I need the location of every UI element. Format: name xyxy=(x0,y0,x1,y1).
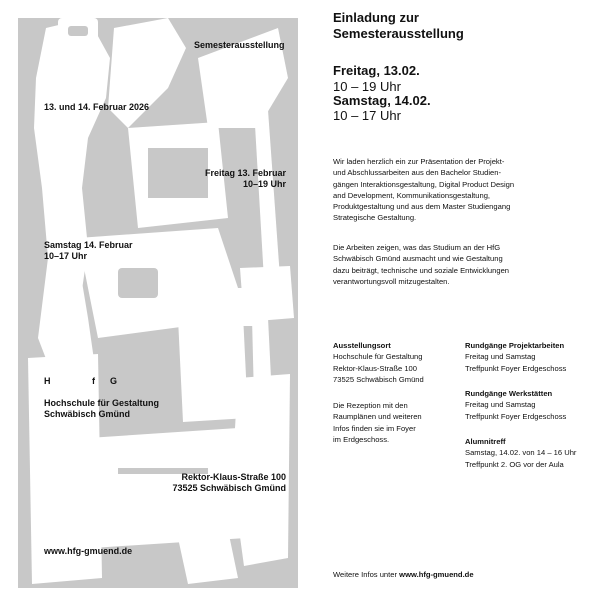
friday-time: 10 – 19 Uhr xyxy=(333,79,401,94)
second-line: Die Arbeiten zeigen, was das Studium an der HfG xyxy=(333,243,501,252)
address-line1: Rektor-Klaus-Straße 100 xyxy=(181,472,286,482)
venue-heading: Ausstellungsort xyxy=(333,341,391,350)
title-line2: Semesterausstellung xyxy=(333,26,464,41)
intro-line: Produktgestaltung und aus dem Master Studiengang xyxy=(333,202,511,212)
reception-line: Raumplänen und weiteren xyxy=(333,412,422,422)
intro-line: and Development, Kommunikationsgestaltung, xyxy=(333,190,491,200)
bottom-clip-shape xyxy=(178,530,238,584)
website-link[interactable]: www.hfg-gmuend.de xyxy=(44,546,133,556)
tours-workshops-line: Freitag und Samstag xyxy=(465,400,536,410)
reception-line: im Erdgeschoss. xyxy=(333,434,390,444)
school-name-line2: Schwäbisch Gmünd xyxy=(44,409,131,419)
tours-workshops-heading: Rundgänge Werkstätten xyxy=(465,389,553,398)
intro-line: gängen Interaktionsgestaltung, Digital Product Design xyxy=(333,179,515,189)
intro-line: und Abschlussarbeiten aus den Bachelor Studien- xyxy=(333,168,502,178)
saturday-hours: 10–17 Uhr xyxy=(44,251,88,261)
friday-label: Freitag 13. Februar xyxy=(204,168,286,178)
intro-line: Wir laden herzlich ein zur Präsentation der Projekt- xyxy=(333,157,505,166)
venue-line: 73525 Schwäbisch Gmünd xyxy=(333,374,424,384)
text-panel xyxy=(333,0,593,600)
footer-prefix: Weitere Infos unter xyxy=(333,570,398,579)
second-paragraph xyxy=(333,242,509,287)
reception-block xyxy=(333,400,422,445)
dates-label: 13. und 14. Februar 2026 xyxy=(44,102,150,112)
alumni-line: Treffpunkt 2. OG vor der Aula xyxy=(465,459,564,469)
saturday-label: Samstag 14. Februar xyxy=(44,240,133,250)
alumni-heading: Alumnitreff xyxy=(465,437,506,446)
alumni-block xyxy=(465,436,576,470)
binder-clip-shape xyxy=(58,18,98,58)
intro-line: Strategische Gestaltung. xyxy=(333,213,417,223)
logo-letter-h: H xyxy=(44,376,51,386)
venue-line: Rektor-Klaus-Straße 100 xyxy=(333,363,417,373)
title-line1: Einladung zur xyxy=(333,10,419,25)
tours-projects-heading: Rundgänge Projektarbeiten xyxy=(465,341,565,350)
screwdriver-shape xyxy=(254,108,280,280)
plate-hole xyxy=(118,268,158,298)
logo-letter-g: G xyxy=(110,376,118,386)
tours-workshops-block xyxy=(465,388,566,422)
friday-date: Freitag, 13.02. xyxy=(333,63,420,78)
reception-line: Infos finden sie im Foyer xyxy=(333,423,416,433)
school-name-line1: Hochschule für Gestaltung xyxy=(44,398,160,408)
tours-projects-line: Freitag und Samstag xyxy=(465,352,536,362)
binder-clip-hole xyxy=(68,26,88,36)
footer-link[interactable]: www.hfg-gmuend.de xyxy=(399,570,474,579)
tours-projects-block xyxy=(465,340,566,374)
saturday-date: Samstag, 14.02. xyxy=(333,93,431,108)
box-window xyxy=(148,148,208,198)
tours-workshops-line: Treffpunkt Foyer Erdgeschoss xyxy=(465,411,567,421)
footer xyxy=(333,569,474,580)
friday-hours: 10–19 Uhr xyxy=(242,179,286,189)
tours-projects-line: Treffpunkt Foyer Erdgeschoss xyxy=(465,363,567,373)
logo-letter-f: f xyxy=(92,376,95,386)
illustration-panel xyxy=(18,18,298,588)
venue-block xyxy=(333,340,424,385)
saturday-time: 10 – 17 Uhr xyxy=(333,108,401,123)
venue-line: Hochschule für Gestaltung xyxy=(333,352,423,362)
second-line: dazu beiträgt, technische und soziale Entwicklungen xyxy=(333,265,510,275)
intro-paragraph xyxy=(333,156,514,224)
second-line: Schwäbisch Gmünd ausmacht und wie Gestaltung xyxy=(333,254,503,264)
address-line2: 73525 Schwäbisch Gmünd xyxy=(172,483,286,493)
reception-line: Die Rezeption mit den xyxy=(333,401,408,410)
exhibition-label: Semesterausstellung xyxy=(194,40,285,50)
second-line: verantwortungsvoll mitzugestalten. xyxy=(333,276,450,286)
alumni-line: Samstag, 14.02. von 14 – 16 Uhr xyxy=(465,448,577,458)
